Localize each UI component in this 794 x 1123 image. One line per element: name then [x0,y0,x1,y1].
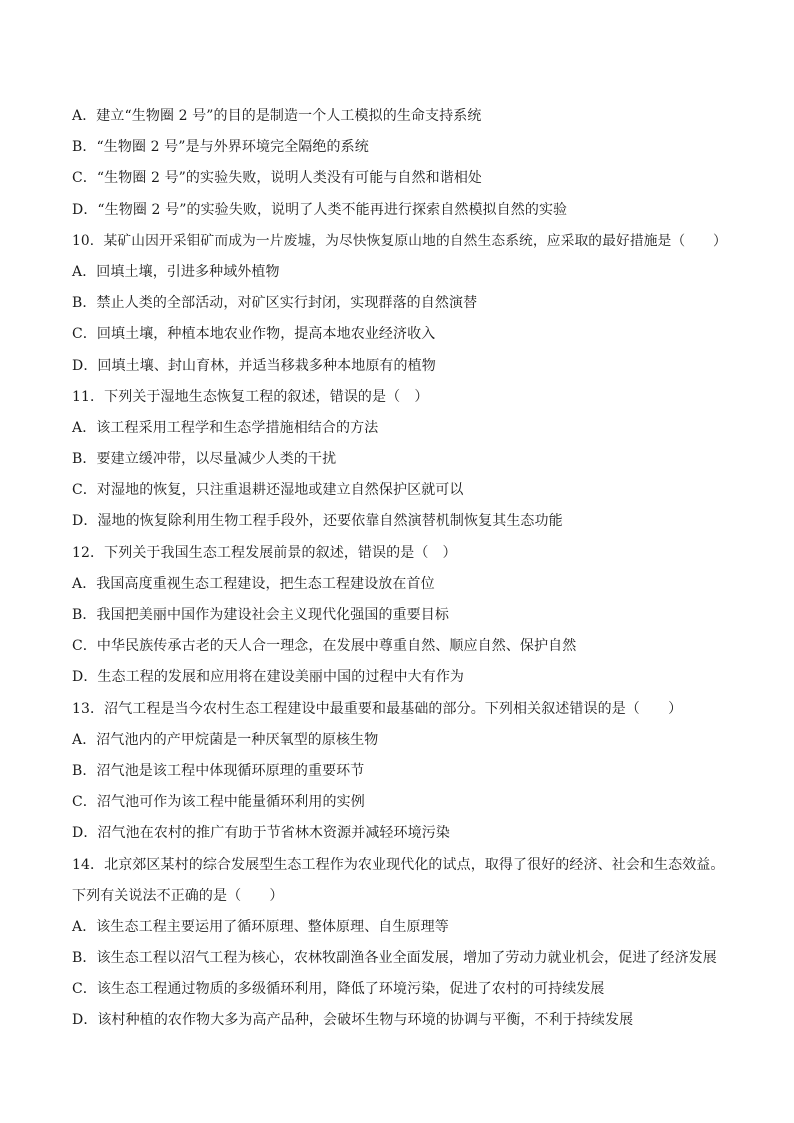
option-b-line: B．“生物圈 2 号”是与外界环境完全隔绝的系统 [72,139,369,156]
q12-option-d: D．生态工程的发展和应用将在建设美丽中国的过程中大有作为 [72,669,465,686]
q12-option-c: C．中华民族传承古老的天人合一理念，在发展中尊重自然、顺应自然、保护自然 [72,638,577,655]
q13-option-c: C．沼气池可作为该工程中能量循环利用的实例 [72,794,365,811]
q13-option-d: D．沼气池在农村的推广有助于节省林木资源并减轻环境污染 [72,825,450,842]
question-13-stem: 13．沼气工程是当今农村生态工程建设中最重要和最基础的部分。下列相关叙述错误的是（ ） [72,700,683,717]
question-14-stem-cont: 下列有关说法不正确的是（ ） [72,887,284,904]
q14-option-a: A．该生态工程主要运用了循环原理、整体原理、自生原理等 [72,918,449,935]
q11-option-b: B．要建立缓冲带，以尽量减少人类的干扰 [72,451,337,468]
option-c-line: C．“生物圈 2 号”的实验失败，说明人类没有可能与自然和谐相处 [72,170,483,187]
q14-option-b: B．该生态工程以沼气工程为核心，农林牧副渔各业全面发展，增加了劳动力就业机会，促进了经济发展 [72,950,717,967]
question-10-stem: 10．某矿山因开采钼矿而成为一片废墟，为尽快恢复原山地的自然生态系统，应采取的最好措施是（ ） [72,232,727,249]
question-12-stem: 12．下列关于我国生态工程发展前景的叙述，错误的是（ ） [72,544,457,561]
q10-option-d: D．回填土壤、封山育林，并适当移栽多种本地原有的植物 [72,357,436,374]
q14-option-d: D．该村种植的农作物大多为高产品种，会破坏生物与环境的协调与平衡，不利于持续发展 [72,1012,634,1029]
question-14-stem: 14．北京郊区某村的综合发展型生态工程作为农业现代化的试点，取得了很好的经济、社会和生态效益。 [72,856,725,873]
q13-option-b: B．沼气池是该工程中体现循环原理的重要环节 [72,762,365,779]
q10-option-a: A．回填土壤，引进多种域外植物 [72,263,280,280]
q14-option-c: C．该生态工程通过物质的多级循环利用，降低了环境污染，促进了农村的可持续发展 [72,981,605,998]
option-a-line: A．建立“生物圈 2 号”的目的是制造一个人工模拟的生命支持系统 [72,108,482,124]
q10-option-c: C．回填土壤，种植本地农业作物，提高本地农业经济收入 [72,326,436,343]
q13-option-a: A．沼气池内的产甲烷菌是一种厌氧型的原核生物 [72,731,379,748]
q10-option-b: B．禁止人类的全部活动，对矿区实行封闭，实现群落的自然演替 [72,295,478,312]
q11-option-c: C．对湿地的恢复，只注重退耕还湿地或建立自然保护区就可以 [72,482,464,499]
question-11-stem: 11．下列关于湿地生态恢复工程的叙述，错误的是（ ） [72,388,429,405]
q12-option-b: B．我国把美丽中国作为建设社会主义现代化强国的重要目标 [72,607,449,623]
q11-option-d: D．湿地的恢复除利用生物工程手段外，还要依靠自然演替机制恢复其生态功能 [72,513,563,530]
question-list [72,101,732,1037]
option-d-line: D．“生物圈 2 号”的实验失败，说明了人类不能再进行探索自然模拟自然的实验 [72,201,568,218]
q12-option-a: A．我国高度重视生态工程建设，把生态工程建设放在首位 [72,575,435,592]
q11-option-a: A．该工程采用工程学和生态学措施相结合的方法 [72,419,379,436]
